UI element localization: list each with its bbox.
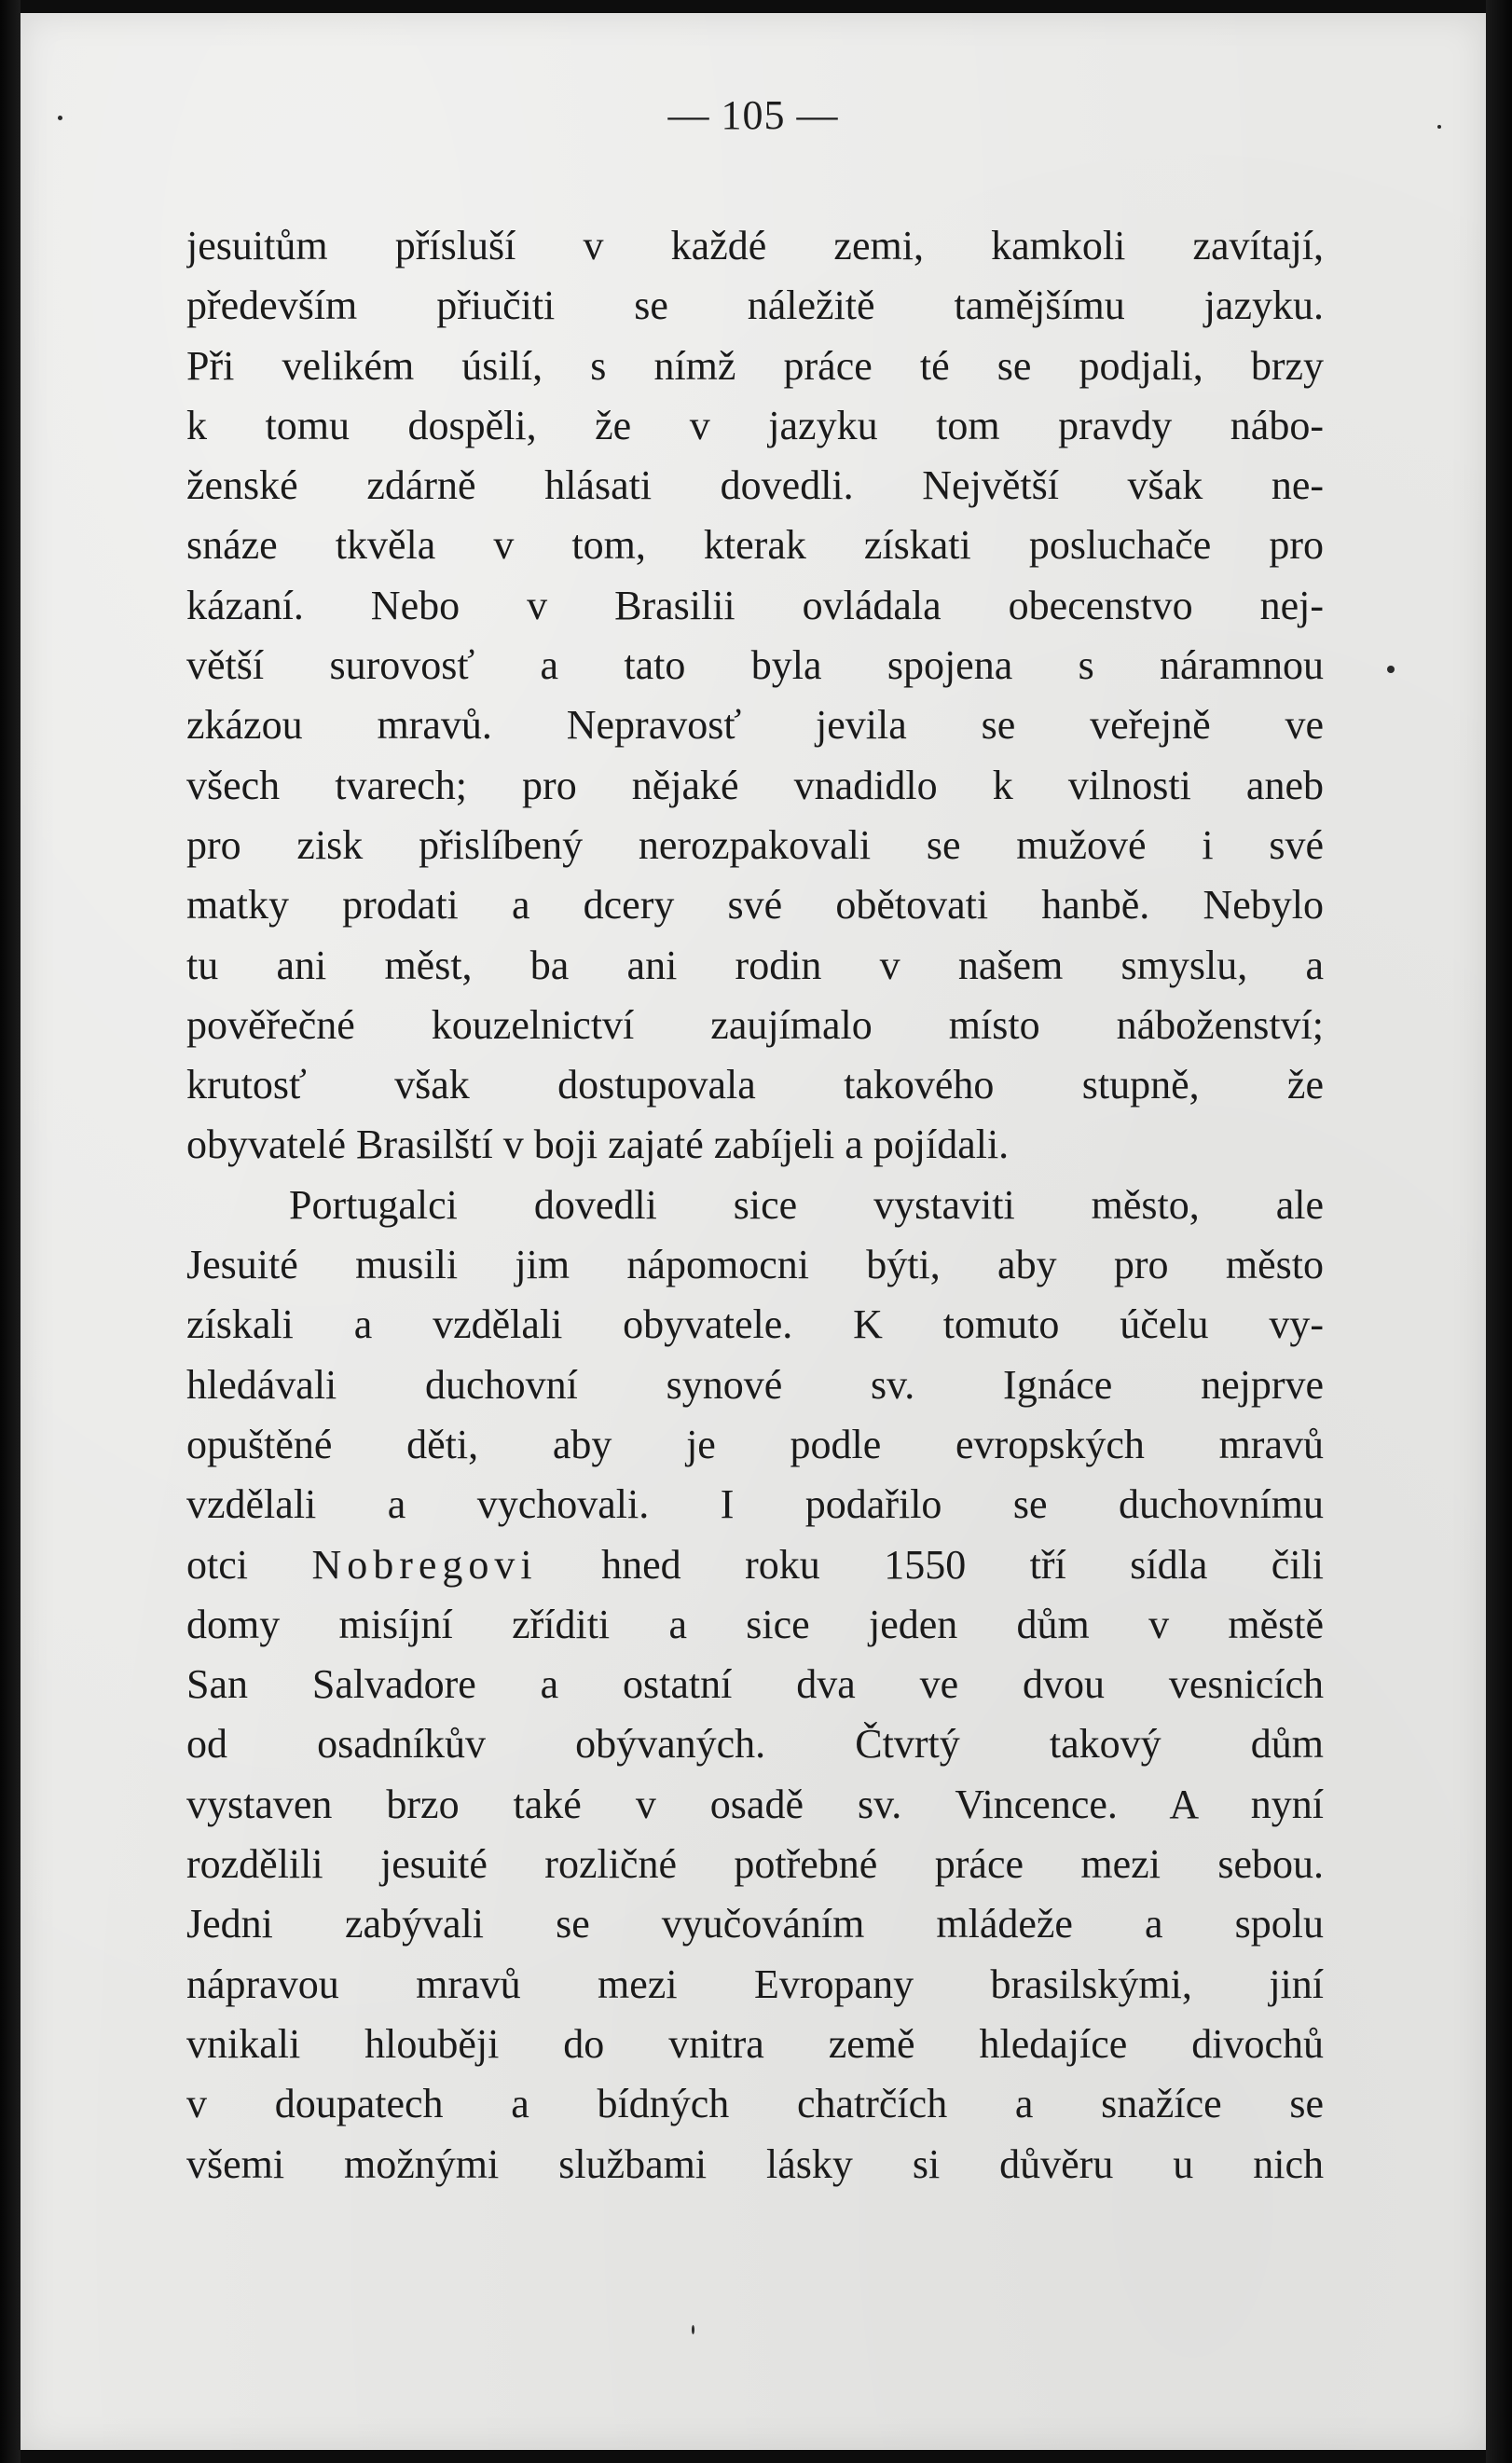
text-line: San Salvadore a ostatní dva ve dvou vesnicích bbox=[186, 1661, 1324, 1708]
text-line: snáze tkvěla v tom, kterak získati posluchače pro bbox=[186, 522, 1324, 569]
text-line: vnikali hlouběji do vnitra země hledajíce divochů bbox=[186, 2020, 1324, 2067]
text-fragment: hned roku 1550 tří sídla čili bbox=[601, 1541, 1324, 1588]
text-line: především přiučiti se náležitě tamějšímu jazyku. bbox=[186, 282, 1324, 329]
spaced-name: Nobregovi bbox=[311, 1541, 538, 1588]
text-line: vzdělali a vychovali. I podařilo se duchovnímu bbox=[186, 1481, 1324, 1528]
text-line: opuštěné děti, aby je podle evropských mravů bbox=[186, 1421, 1324, 1467]
text-fragment: otci bbox=[186, 1541, 248, 1588]
body-text bbox=[186, 216, 1324, 2195]
text-line: vystaven brzo také v osadě sv. Vincence. A nyní bbox=[186, 1781, 1324, 1827]
text-line: hledávali duchovní synové sv. Ignáce nejprve bbox=[186, 1361, 1324, 1408]
page-number: — 105 — bbox=[667, 92, 839, 138]
text-line: Jedni zabývali se vyučováním mládeže a spolu bbox=[186, 1901, 1324, 1947]
text-line: větší surovosť a tato byla spojena s náramnou bbox=[186, 642, 1324, 689]
text-line: domy misíjní zříditi a sice jeden dům v městě bbox=[186, 1601, 1324, 1647]
text-line: matky prodati a dcery své obětovati hanbě. Nebylo bbox=[186, 882, 1324, 929]
text-line: všemi možnými službami lásky si důvěru u nich bbox=[186, 2140, 1324, 2187]
text-line: všech tvarech; pro nějaké vnadidlo k vilnosti aneb bbox=[186, 762, 1324, 808]
text-line: ženské zdárně hlásati dovedli. Největší však ne- bbox=[186, 462, 1324, 509]
text-line: tu ani měst, ba ani rodin v našem smyslu, a bbox=[186, 942, 1324, 988]
paper-speck bbox=[1387, 666, 1395, 673]
text-line: Jesuité musili jim nápomocni býti, aby pro město bbox=[186, 1242, 1324, 1288]
paper-speck bbox=[58, 116, 62, 120]
text-line: k tomu dospěli, že v jazyku tom pravdy nábo- bbox=[186, 402, 1324, 448]
text-line: od osadníkův obývaných. Čtvrtý takový dům bbox=[186, 1721, 1324, 1768]
text-line: pro zisk přislíbený nerozpakovali se mužové i své bbox=[186, 821, 1324, 868]
text-line: Při velikém úsilí, s nímž práce té se podjali, brzy bbox=[186, 342, 1324, 389]
text-line: krutosť však dostupovala takového stupně, že bbox=[186, 1062, 1324, 1108]
text-line: jesuitům přísluší v každé zemi, kamkoli zavítají, bbox=[186, 223, 1324, 268]
text-line: kázaní. Nebo v Brasilii ovládala obecenstvo nej- bbox=[186, 582, 1324, 628]
text-line: zkázou mravů. Nepravosť jevila se veřejně ve bbox=[186, 702, 1324, 749]
text-line: získali a vzdělali obyvatele. K tomuto účelu vy- bbox=[186, 1301, 1324, 1348]
book-spine-shadow bbox=[0, 0, 21, 2463]
text-line: nápravou mravů mezi Evropany brasilskými, jiní bbox=[186, 1961, 1324, 2007]
text-line-with-name bbox=[186, 1535, 1324, 1595]
text-line: v doupatech a bídných chatrčích a snažíce se bbox=[186, 2081, 1324, 2127]
text-line: rozdělili jesuité rozličné potřebné práce mezi sebou. bbox=[186, 1841, 1324, 1888]
page-edge-shadow bbox=[1486, 0, 1512, 2463]
text-line: pověřečné kouzelnictví zaujímalo místo náboženství; bbox=[186, 1001, 1324, 1048]
text-line: Portugalci dovedli sice vystaviti město, ale bbox=[289, 1181, 1324, 1228]
paper-speck bbox=[1437, 125, 1441, 129]
paper-speck bbox=[692, 2325, 694, 2334]
text-line: obyvatelé Brasilští v boji zajaté zabíjeli a pojídali. bbox=[186, 1121, 1010, 1168]
book-page bbox=[21, 13, 1486, 2450]
